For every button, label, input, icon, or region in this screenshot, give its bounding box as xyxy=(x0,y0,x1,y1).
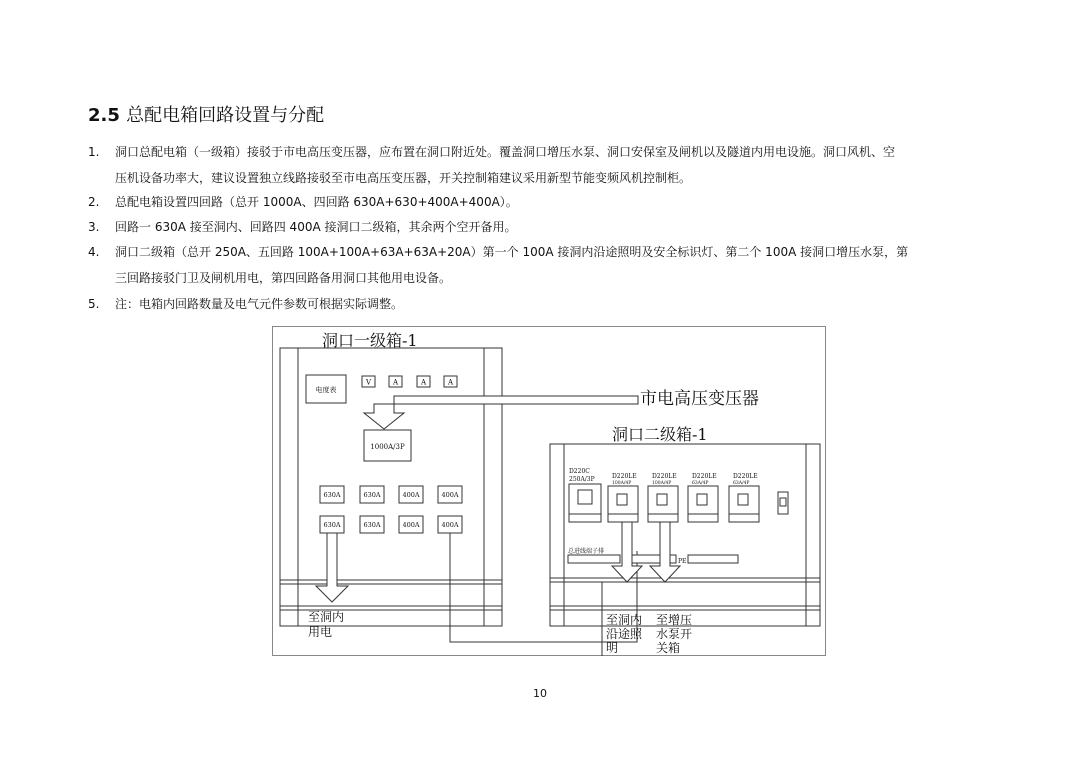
item-text: 注：电箱内回路数量及电气元件参数可根据实际调整。 xyxy=(115,297,404,311)
sub-breaker-model: D220LE xyxy=(733,473,758,480)
switch-handle-icon xyxy=(738,494,748,505)
switch-handle-icon xyxy=(780,498,786,506)
primary-box-title: 洞口一级箱-1 xyxy=(322,331,418,350)
item-text: 回路一 630A 接至洞内、回路四 400A 接洞口二级箱，其余两个空开备用。 xyxy=(115,220,517,234)
sub-breaker-rating: 63A/4P xyxy=(733,481,750,486)
wiring-diagram-svg xyxy=(272,326,826,656)
switch-handle-icon xyxy=(617,494,627,505)
section-heading xyxy=(88,101,324,127)
item-number: 3. xyxy=(88,220,100,234)
breaker-label: 630A xyxy=(363,521,381,529)
item-number: 1. xyxy=(88,145,100,159)
output-label-2: 至洞内 xyxy=(606,613,643,627)
output-label-3: 关箱 xyxy=(656,641,681,655)
breaker-label: 400A xyxy=(441,521,459,529)
gauge-label: A xyxy=(392,378,399,387)
main-breaker-2-model: D220C xyxy=(569,468,590,475)
output-label-1: 至洞内 xyxy=(308,610,345,624)
breaker-terminal xyxy=(569,514,601,522)
page-number: 10 xyxy=(533,687,547,700)
breaker-label: 630A xyxy=(323,521,341,529)
breaker-label: 630A xyxy=(323,491,341,499)
output-label-3: 水泵开 xyxy=(656,627,693,641)
output-label-2: 明 xyxy=(606,641,619,655)
item-text: 总配电箱设置四回路（总开 1000A、四回路 630A+630+400A+400A）。 xyxy=(115,195,518,209)
breaker-label: 400A xyxy=(402,491,420,499)
item-text: 压机设备功率大，建议设置独立线路接驳至市电高压变压器，开关控制箱建议采用新型节能变频风机控制柜。 xyxy=(115,171,692,185)
breaker-label: 630A xyxy=(363,491,381,499)
switch-handle-icon xyxy=(657,494,667,505)
wiring-diagram xyxy=(272,326,826,656)
item-number: 4. xyxy=(88,245,100,259)
section-number: 2.5 xyxy=(88,105,120,126)
sub-breaker-rating: 100A/4P xyxy=(652,481,672,486)
breaker-terminal xyxy=(648,514,678,522)
item-number: 2. xyxy=(88,195,100,209)
breaker-terminal xyxy=(608,514,638,522)
item-text: 三回路接驳门卫及闸机用电，第四回路备用洞口其他用电设备。 xyxy=(115,271,452,285)
section-title: 总配电箱回路设置与分配 xyxy=(126,105,325,126)
sub-breaker-rating: 63A/4P xyxy=(692,481,709,486)
sub-breaker-model: D220LE xyxy=(612,473,637,480)
output-label-1: 用电 xyxy=(308,625,333,639)
main-breaker-2-rating: 250A/3P xyxy=(569,476,595,483)
breaker-label: 400A xyxy=(402,521,420,529)
sub-breaker-model: D220LE xyxy=(692,473,717,480)
output-label-2: 沿途照 xyxy=(606,627,643,641)
switch-handle-icon xyxy=(578,490,592,504)
output-label-3: 至增压 xyxy=(656,613,693,627)
terminal-strip-label: 总进线端子排 xyxy=(568,548,605,555)
breaker-label: 400A xyxy=(441,491,459,499)
breaker-terminal xyxy=(688,514,718,522)
secondary-box-title: 洞口二级箱-1 xyxy=(612,425,708,444)
sub-breaker-model: D220LE xyxy=(652,473,677,480)
item-text: 洞口总配电箱（一级箱）接驳于市电高压变压器，应布置在洞口附近处。覆盖洞口增压水泵、洞口安保室及闸机以及隧道内用电设施。洞口风机、空 xyxy=(115,145,896,159)
earth-bar xyxy=(688,555,738,563)
breaker-terminal xyxy=(729,514,759,522)
item-text: 洞口二级箱（总开 250A、五回路 100A+100A+63A+63A+20A）第一个 100A 接洞内沿途照明及安全标识灯、第二个 100A 接洞口增压水泵，第 xyxy=(115,245,909,259)
switch-handle-icon xyxy=(697,494,707,505)
transformer-label: 市电高压变压器 xyxy=(640,389,759,409)
gauge-label: A xyxy=(447,378,454,387)
gauge-label: A xyxy=(420,378,427,387)
terminal-strip xyxy=(568,555,620,563)
earth-label: PE xyxy=(678,558,687,565)
main-breaker-label: 1000A/3P xyxy=(370,443,405,451)
item-number: 5. xyxy=(88,297,100,311)
meter-label: 电度表 xyxy=(315,386,337,394)
sub-breaker-rating: 100A/4P xyxy=(612,481,632,486)
gauge-label: V xyxy=(365,378,372,387)
